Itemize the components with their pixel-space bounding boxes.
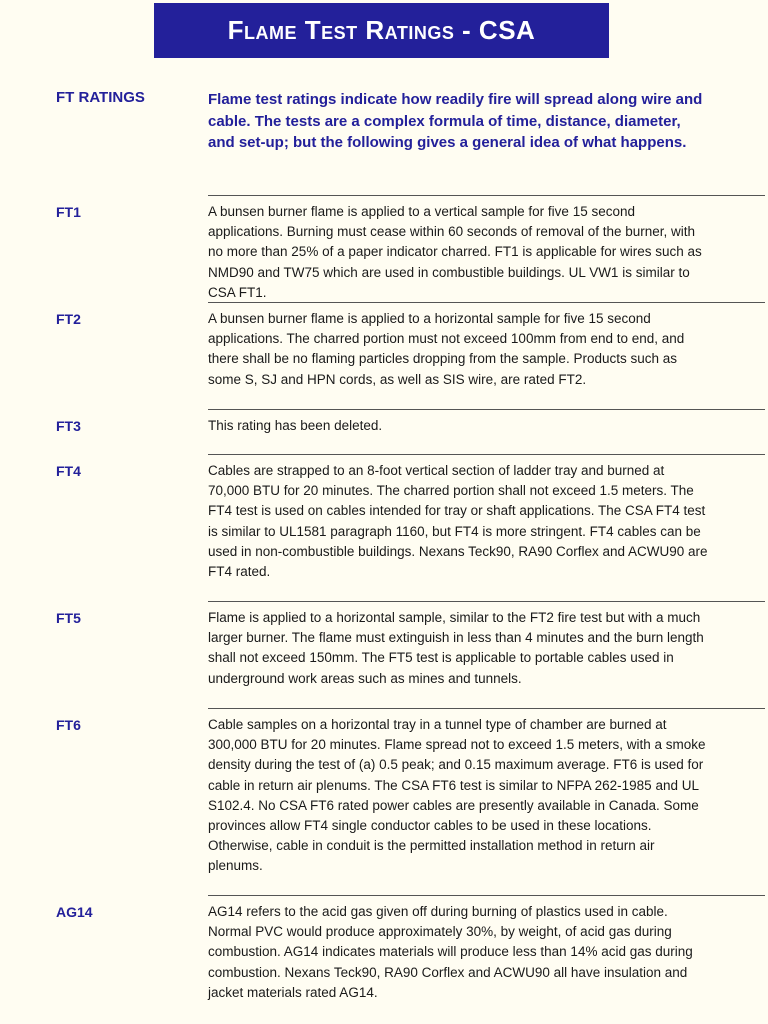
divider xyxy=(208,708,765,709)
rating-label: FT4 xyxy=(56,463,81,479)
divider xyxy=(208,895,765,896)
rating-description: A bunsen burner flame is applied to a horizontal sample for five 15 second applications. The charred portion must not exceed 100mm from end to end, and there shall be no flaming particles dropping from the sample. Products such as some S, SJ and HPN cords, as well as SIS wire, are rated FT2. xyxy=(208,311,685,387)
rating-description: Flame is applied to a horizontal sample, similar to the FT2 fire test but with a much larger burner. The flame must extinguish in less than 4 minutes and the burn length shall not exceed 150mm. The FT5 test is applicable to portable cables used in underground work areas such as mines and tunnels. xyxy=(208,610,704,686)
intro-label: FT RATINGS xyxy=(56,89,145,106)
divider xyxy=(208,601,765,602)
rating-label: FT2 xyxy=(56,311,81,327)
rating-description: A bunsen burner flame is applied to a vertical sample for five 15 second applications. Burning must cease within 60 seconds of removal of the burner, with no more than 25% of a paper indicator charred. FT1 is applicable for wires such as NMD90 and TW75 which are used in combustible buildings. UL VW1 is similar to CSA FT1. xyxy=(208,204,702,300)
divider xyxy=(208,302,765,303)
rating-label: FT6 xyxy=(56,717,81,733)
rating-label: FT5 xyxy=(56,610,81,626)
rating-description: Cable samples on a horizontal tray in a tunnel type of chamber are burned at 300,000 BTU for 20 minutes. Flame spread not to exceed 1.5 meters, with a smoke density during the test of (a) 0.5 peak; and 0.15 maximum average. FT6 is used for cable in return air plenums. The CSA FT6 test is similar to NFPA 262-1985 and UL S102.4. No CSA FT6 rated power cables are presently available in Canada. Some provinces allow FT4 single conductor cables to be used in these locations. Otherwise, cable in conduit is the permitted installation method in return air plenums. xyxy=(208,717,706,874)
page-title: Flame Test Ratings - CSA xyxy=(154,3,609,58)
rating-label: FT1 xyxy=(56,204,81,220)
rating-description: Cables are strapped to an 8-foot vertical section of ladder tray and burned at 70,000 BTU for 20 minutes. The charred portion shall not exceed 1.5 meters. The FT4 test is used on cables intended for tray or shaft applications. The CSA FT4 test is similar to UL1581 paragraph 1160, but FT4 is more stringent. FT4 cables can be used in non-combustible buildings. Nexans Teck90, RA90 Corflex and ACWU90 are FT4 rated. xyxy=(208,463,708,580)
rating-label: FT3 xyxy=(56,418,81,434)
divider xyxy=(208,454,765,455)
divider xyxy=(208,409,765,410)
rating-description: AG14 refers to the acid gas given off during burning of plastics used in cable. Normal PVC would produce approximately 30%, by weight, of acid gas during combustion. AG14 indicates materials will produce less than 14% acid gas during combustion. Nexans Teck90, RA90 Corflex and ACWU90 all have insulation and jacket materials rated AG14. xyxy=(208,904,693,1000)
intro-text: Flame test ratings indicate how readily fire will spread along wire and cable. The tests are a complex formula of time, distance, diameter, and set-up; but the following gives a general idea of what happens. xyxy=(208,91,703,151)
rating-description: This rating has been deleted. xyxy=(208,418,383,433)
rating-label: AG14 xyxy=(56,904,93,920)
divider xyxy=(208,195,765,196)
